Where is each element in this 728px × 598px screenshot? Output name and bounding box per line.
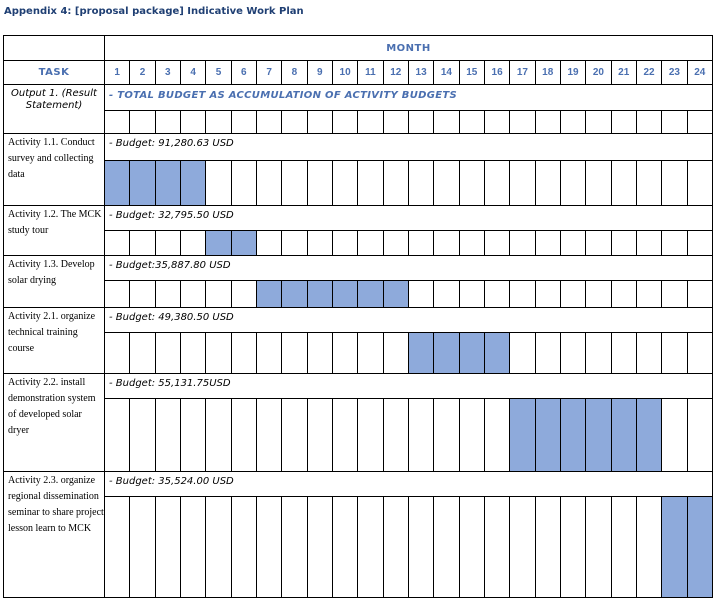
- month-cell: [231, 333, 256, 374]
- month-cell: [383, 333, 408, 374]
- month-cell: [510, 497, 535, 598]
- activity-budget: - Budget:35,887.80 USD: [105, 256, 713, 281]
- month-cell: [282, 111, 307, 134]
- gantt-bar-cell: [636, 399, 661, 472]
- month-number-18: 18: [535, 61, 560, 85]
- activity-budget-row: [4, 374, 713, 399]
- gantt-bar-cell: [459, 333, 484, 374]
- month-cell: [687, 231, 712, 256]
- month-number-1: 1: [105, 61, 130, 85]
- month-cell: [206, 161, 231, 206]
- month-cell: [662, 161, 687, 206]
- month-cell: [307, 497, 332, 598]
- month-number-22: 22: [636, 61, 661, 85]
- month-cell: [282, 333, 307, 374]
- month-cell: [510, 111, 535, 134]
- month-cell: [383, 231, 408, 256]
- gantt-bar-cell: [408, 333, 433, 374]
- month-cell: [256, 497, 281, 598]
- month-cell: [484, 231, 509, 256]
- activity-budget: - Budget: 49,380.50 USD: [105, 308, 713, 333]
- month-number-13: 13: [408, 61, 433, 85]
- month-cell: [358, 111, 383, 134]
- month-cell: [662, 111, 687, 134]
- task-heading: TASK: [4, 61, 105, 85]
- gantt-bar-cell: [484, 333, 509, 374]
- month-cell: [155, 111, 180, 134]
- month-cell: [383, 399, 408, 472]
- month-cell: [611, 111, 636, 134]
- month-cell: [560, 231, 585, 256]
- month-cell: [130, 333, 155, 374]
- month-cell: [434, 399, 459, 472]
- month-cell: [206, 111, 231, 134]
- month-cell: [282, 399, 307, 472]
- month-cell: [560, 281, 585, 308]
- blank-corner-cell: [4, 36, 105, 61]
- activity-label: Activity 2.2. install demonstration system of developed solar dryer: [4, 374, 105, 472]
- month-cell: [383, 161, 408, 206]
- month-cell: [611, 161, 636, 206]
- month-cell: [332, 231, 357, 256]
- month-cell: [611, 231, 636, 256]
- month-number-17: 17: [510, 61, 535, 85]
- month-cell: [358, 333, 383, 374]
- gantt-bar-cell: [307, 281, 332, 308]
- month-cell: [459, 161, 484, 206]
- gantt-bar-cell: [662, 497, 687, 598]
- month-number-16: 16: [484, 61, 509, 85]
- month-cell: [560, 161, 585, 206]
- gantt-bar-cell: [383, 281, 408, 308]
- month-cell: [206, 281, 231, 308]
- month-cell: [586, 497, 611, 598]
- gantt-bar-cell: [155, 161, 180, 206]
- month-cell: [434, 281, 459, 308]
- month-cell: [155, 231, 180, 256]
- month-cell: [535, 497, 560, 598]
- month-cell: [256, 231, 281, 256]
- month-cell: [459, 231, 484, 256]
- month-cell: [155, 333, 180, 374]
- month-cell: [408, 399, 433, 472]
- month-cell: [231, 111, 256, 134]
- month-cell: [636, 111, 661, 134]
- month-cell: [180, 497, 205, 598]
- activity-label: Activity 2.3. organize regional dissemination seminar to share project lesson learn to MCK: [4, 472, 105, 598]
- month-cell: [105, 111, 130, 134]
- month-cell: [510, 281, 535, 308]
- month-cell: [662, 231, 687, 256]
- month-cell: [535, 281, 560, 308]
- month-cell: [332, 497, 357, 598]
- month-cell: [535, 231, 560, 256]
- month-cell: [307, 161, 332, 206]
- month-number-12: 12: [383, 61, 408, 85]
- month-cell: [687, 111, 712, 134]
- month-cell: [687, 333, 712, 374]
- month-cell: [358, 231, 383, 256]
- activity-budget: - Budget: 91,280.63 USD: [105, 134, 713, 161]
- month-cell: [256, 111, 281, 134]
- month-number-8: 8: [282, 61, 307, 85]
- month-number-2: 2: [130, 61, 155, 85]
- month-cell: [662, 399, 687, 472]
- activity-budget-row: [4, 308, 713, 333]
- month-cell: [256, 333, 281, 374]
- activity-timeline-row: [4, 399, 713, 472]
- gantt-bar-cell: [130, 161, 155, 206]
- month-cell: [408, 231, 433, 256]
- month-cell: [383, 111, 408, 134]
- gantt-bar-cell: [535, 399, 560, 472]
- header-row-month: [4, 36, 713, 61]
- month-cell: [611, 281, 636, 308]
- month-cell: [586, 281, 611, 308]
- month-cell: [586, 111, 611, 134]
- month-number-24: 24: [687, 61, 712, 85]
- gantt-bar-cell: [586, 399, 611, 472]
- month-cell: [332, 111, 357, 134]
- month-cell: [459, 497, 484, 598]
- month-cell: [687, 161, 712, 206]
- activity-timeline-row: [4, 231, 713, 256]
- output-budget-note: - TOTAL BUDGET AS ACCUMULATION OF ACTIVITY BUDGETS: [105, 85, 713, 111]
- month-cell: [307, 111, 332, 134]
- gantt-bar-cell: [231, 231, 256, 256]
- month-cell: [687, 399, 712, 472]
- month-cell: [332, 161, 357, 206]
- month-cell: [155, 497, 180, 598]
- gantt-bar-cell: [180, 161, 205, 206]
- month-number-5: 5: [206, 61, 231, 85]
- month-cell: [662, 281, 687, 308]
- month-cell: [510, 333, 535, 374]
- month-cell: [434, 111, 459, 134]
- month-cell: [560, 333, 585, 374]
- month-cell: [256, 399, 281, 472]
- month-cell: [408, 281, 433, 308]
- month-cell: [282, 497, 307, 598]
- page-title: Appendix 4: [proposal package] Indicative Work Plan: [4, 6, 304, 17]
- month-cell: [586, 333, 611, 374]
- activity-budget: - Budget: 32,795.50 USD: [105, 206, 713, 231]
- month-number-10: 10: [332, 61, 357, 85]
- month-number-20: 20: [586, 61, 611, 85]
- month-cell: [586, 231, 611, 256]
- month-cell: [636, 497, 661, 598]
- month-cell: [105, 333, 130, 374]
- month-cell: [434, 497, 459, 598]
- month-cell: [434, 231, 459, 256]
- month-cell: [180, 281, 205, 308]
- gantt-bar-cell: [282, 281, 307, 308]
- month-cell: [180, 333, 205, 374]
- month-cell: [484, 497, 509, 598]
- month-cell: [358, 161, 383, 206]
- month-cell: [105, 231, 130, 256]
- month-cell: [282, 231, 307, 256]
- activity-budget: - Budget: 35,524.00 USD: [105, 472, 713, 497]
- month-cell: [130, 231, 155, 256]
- month-cell: [130, 399, 155, 472]
- header-row-task: [4, 61, 713, 85]
- month-cell: [130, 111, 155, 134]
- output-budget-row: [4, 85, 713, 111]
- month-number-21: 21: [611, 61, 636, 85]
- output-month-row: [4, 111, 713, 134]
- month-cell: [586, 161, 611, 206]
- month-cell: [636, 333, 661, 374]
- month-number-9: 9: [307, 61, 332, 85]
- month-cell: [282, 161, 307, 206]
- month-cell: [231, 497, 256, 598]
- month-number-7: 7: [256, 61, 281, 85]
- month-cell: [155, 281, 180, 308]
- month-cell: [636, 231, 661, 256]
- month-cell: [535, 333, 560, 374]
- activity-label: Activity 1.3. Develop solar drying: [4, 256, 105, 308]
- month-number-14: 14: [434, 61, 459, 85]
- gantt-bar-cell: [206, 231, 231, 256]
- month-cell: [484, 399, 509, 472]
- month-cell: [105, 399, 130, 472]
- month-cell: [358, 497, 383, 598]
- month-cell: [484, 281, 509, 308]
- work-plan-table: [3, 35, 713, 598]
- activity-label: Activity 1.1. Conduct survey and collecting data: [4, 134, 105, 206]
- month-number-3: 3: [155, 61, 180, 85]
- activity-timeline-row: [4, 497, 713, 598]
- activity-timeline-row: [4, 161, 713, 206]
- gantt-bar-cell: [256, 281, 281, 308]
- activity-budget-row: [4, 134, 713, 161]
- month-cell: [459, 399, 484, 472]
- month-cell: [256, 161, 281, 206]
- month-cell: [307, 231, 332, 256]
- month-number-15: 15: [459, 61, 484, 85]
- month-number-4: 4: [180, 61, 205, 85]
- month-cell: [687, 281, 712, 308]
- gantt-bar-cell: [560, 399, 585, 472]
- month-number-23: 23: [662, 61, 687, 85]
- activity-label: Activity 2.1. organize technical training course: [4, 308, 105, 374]
- month-cell: [307, 333, 332, 374]
- month-cell: [332, 399, 357, 472]
- month-cell: [535, 161, 560, 206]
- gantt-bar-cell: [611, 399, 636, 472]
- month-cell: [459, 281, 484, 308]
- month-cell: [105, 281, 130, 308]
- month-cell: [130, 281, 155, 308]
- month-cell: [358, 399, 383, 472]
- month-cell: [155, 399, 180, 472]
- month-cell: [180, 111, 205, 134]
- gantt-bar-cell: [687, 497, 712, 598]
- month-cell: [408, 111, 433, 134]
- month-cell: [484, 111, 509, 134]
- month-cell: [535, 111, 560, 134]
- month-cell: [611, 497, 636, 598]
- gantt-bar-cell: [358, 281, 383, 308]
- month-cell: [560, 497, 585, 598]
- month-cell: [611, 333, 636, 374]
- month-cell: [434, 161, 459, 206]
- month-cell: [636, 281, 661, 308]
- month-cell: [105, 497, 130, 598]
- month-cell: [459, 111, 484, 134]
- activity-budget-row: [4, 206, 713, 231]
- gantt-bar-cell: [434, 333, 459, 374]
- month-cell: [560, 111, 585, 134]
- activity-budget: - Budget: 55,131.75USD: [105, 374, 713, 399]
- month-cell: [231, 161, 256, 206]
- month-cell: [332, 333, 357, 374]
- activity-timeline-row: [4, 281, 713, 308]
- month-number-6: 6: [231, 61, 256, 85]
- activity-budget-row: [4, 256, 713, 281]
- month-cell: [510, 161, 535, 206]
- activity-label: Activity 1.2. The MCK study tour: [4, 206, 105, 256]
- month-cell: [206, 333, 231, 374]
- month-heading: MONTH: [105, 36, 713, 61]
- month-cell: [206, 399, 231, 472]
- month-cell: [231, 399, 256, 472]
- month-cell: [484, 161, 509, 206]
- month-cell: [383, 497, 408, 598]
- month-cell: [636, 161, 661, 206]
- month-cell: [307, 399, 332, 472]
- month-number-11: 11: [358, 61, 383, 85]
- activity-timeline-row: [4, 333, 713, 374]
- month-number-19: 19: [560, 61, 585, 85]
- month-cell: [206, 497, 231, 598]
- month-cell: [180, 231, 205, 256]
- month-cell: [408, 161, 433, 206]
- gantt-bar-cell: [105, 161, 130, 206]
- month-cell: [662, 333, 687, 374]
- gantt-bar-cell: [510, 399, 535, 472]
- month-cell: [130, 497, 155, 598]
- month-cell: [510, 231, 535, 256]
- gantt-bar-cell: [332, 281, 357, 308]
- output-label: Output 1. (Result Statement): [4, 85, 105, 134]
- month-cell: [180, 399, 205, 472]
- month-cell: [231, 281, 256, 308]
- month-cell: [408, 497, 433, 598]
- activity-budget-row: [4, 472, 713, 497]
